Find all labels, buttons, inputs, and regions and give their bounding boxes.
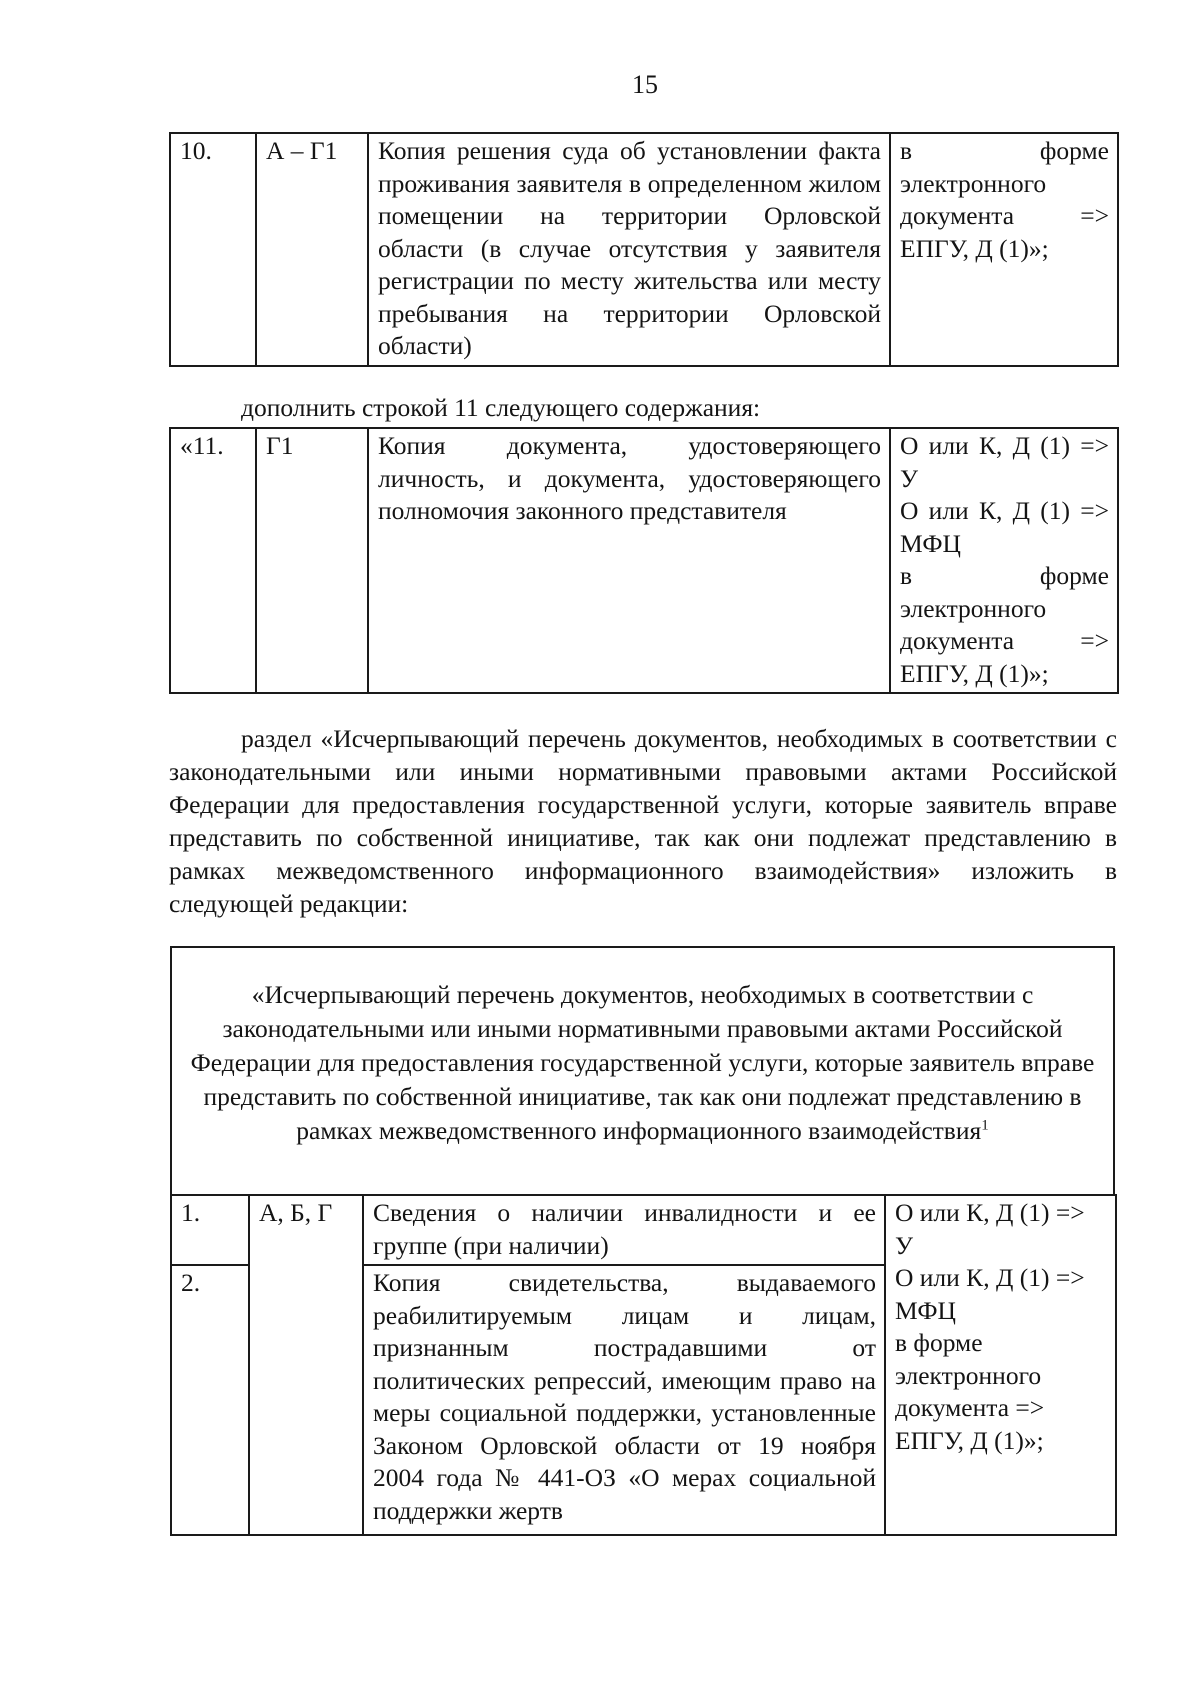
method-line: О или К, Д (1) => МФЦ: [900, 496, 1109, 558]
section-title: «Исчерпывающий перечень документов, необходимых в соответствии с законодательными или иными нормативными правовыми актами Российской Федерации для предоставления государственной услуги, которые заявитель вправе представить по собственной инициативе, так как они подлежат представлению в рамках межведомственного информационного взаимодействия: [190, 980, 1095, 1145]
footnote-marker: 1: [981, 1117, 989, 1134]
method-line: в форме электронного документа => ЕПГУ, Д (1)»;: [895, 1328, 1045, 1455]
table-row: [170, 428, 1118, 693]
instruction-caption: дополнить строкой 11 следующего содержания:: [241, 393, 761, 422]
table-interagency-documents: [170, 1194, 1117, 1536]
table-row-11: [169, 427, 1119, 694]
applicant-category: А, Б, Г: [249, 1195, 363, 1535]
document-description: Копия документа, удостоверяющего личность, и документа, удостоверяющего полномочия законного представителя: [368, 428, 890, 693]
row-number: «11.: [170, 428, 256, 693]
row-number: 10.: [170, 133, 256, 366]
submission-method: [885, 1195, 1116, 1535]
method-line: О или К, Д (1) => МФЦ: [895, 1263, 1085, 1325]
submission-method: в форме электронного документа => ЕПГУ, Д (1)»;: [890, 133, 1118, 366]
document-description: Копия решения суда об установлении факта проживания заявителя в определенном жилом помещении на территории Орловской области (в случае отсутствия у заявителя регистрации по месту жительства или месту пребывания на территории Орловской области): [368, 133, 890, 366]
applicant-category: А – Г1: [256, 133, 368, 366]
submission-method: [890, 428, 1118, 693]
method-line: в форме электронного документа => ЕПГУ, Д (1)»;: [900, 561, 1109, 688]
section-paragraph: раздел «Исчерпывающий перечень документов, необходимых в соответствии с законодательными или иными нормативными правовыми актами Российской Федерации для предоставления государственной услуги, которые заявитель вправе представить по собственной инициативе, так как они подлежат представлению в рамках межведомственного информационного взаимодействия» изложить в следующей редакции:: [169, 724, 1117, 918]
method-line: О или К, Д (1) => У: [900, 431, 1109, 493]
table-row: [170, 133, 1118, 366]
table-row: [171, 1195, 1116, 1265]
row-number: 2.: [171, 1265, 249, 1535]
document-description: Копия свидетельства, выдаваемого реабилитируемым лицам и лицам, признанным пострадавшими от политических репрессий, имеющим право на меры социальной поддержки, установленные Законом Орловской области от 19 ноября 2004 года № 441-ОЗ «О мерах социальной поддержки жертв: [363, 1265, 885, 1535]
section-title-box: [170, 946, 1115, 1194]
applicant-category: Г1: [256, 428, 368, 693]
page-number: 15: [632, 70, 658, 99]
document-description: Сведения о наличии инвалидности и ее группе (при наличии): [363, 1195, 885, 1265]
table-row-10: [169, 132, 1119, 367]
method-line: О или К, Д (1) => У: [895, 1198, 1085, 1260]
row-number: 1.: [171, 1195, 249, 1265]
